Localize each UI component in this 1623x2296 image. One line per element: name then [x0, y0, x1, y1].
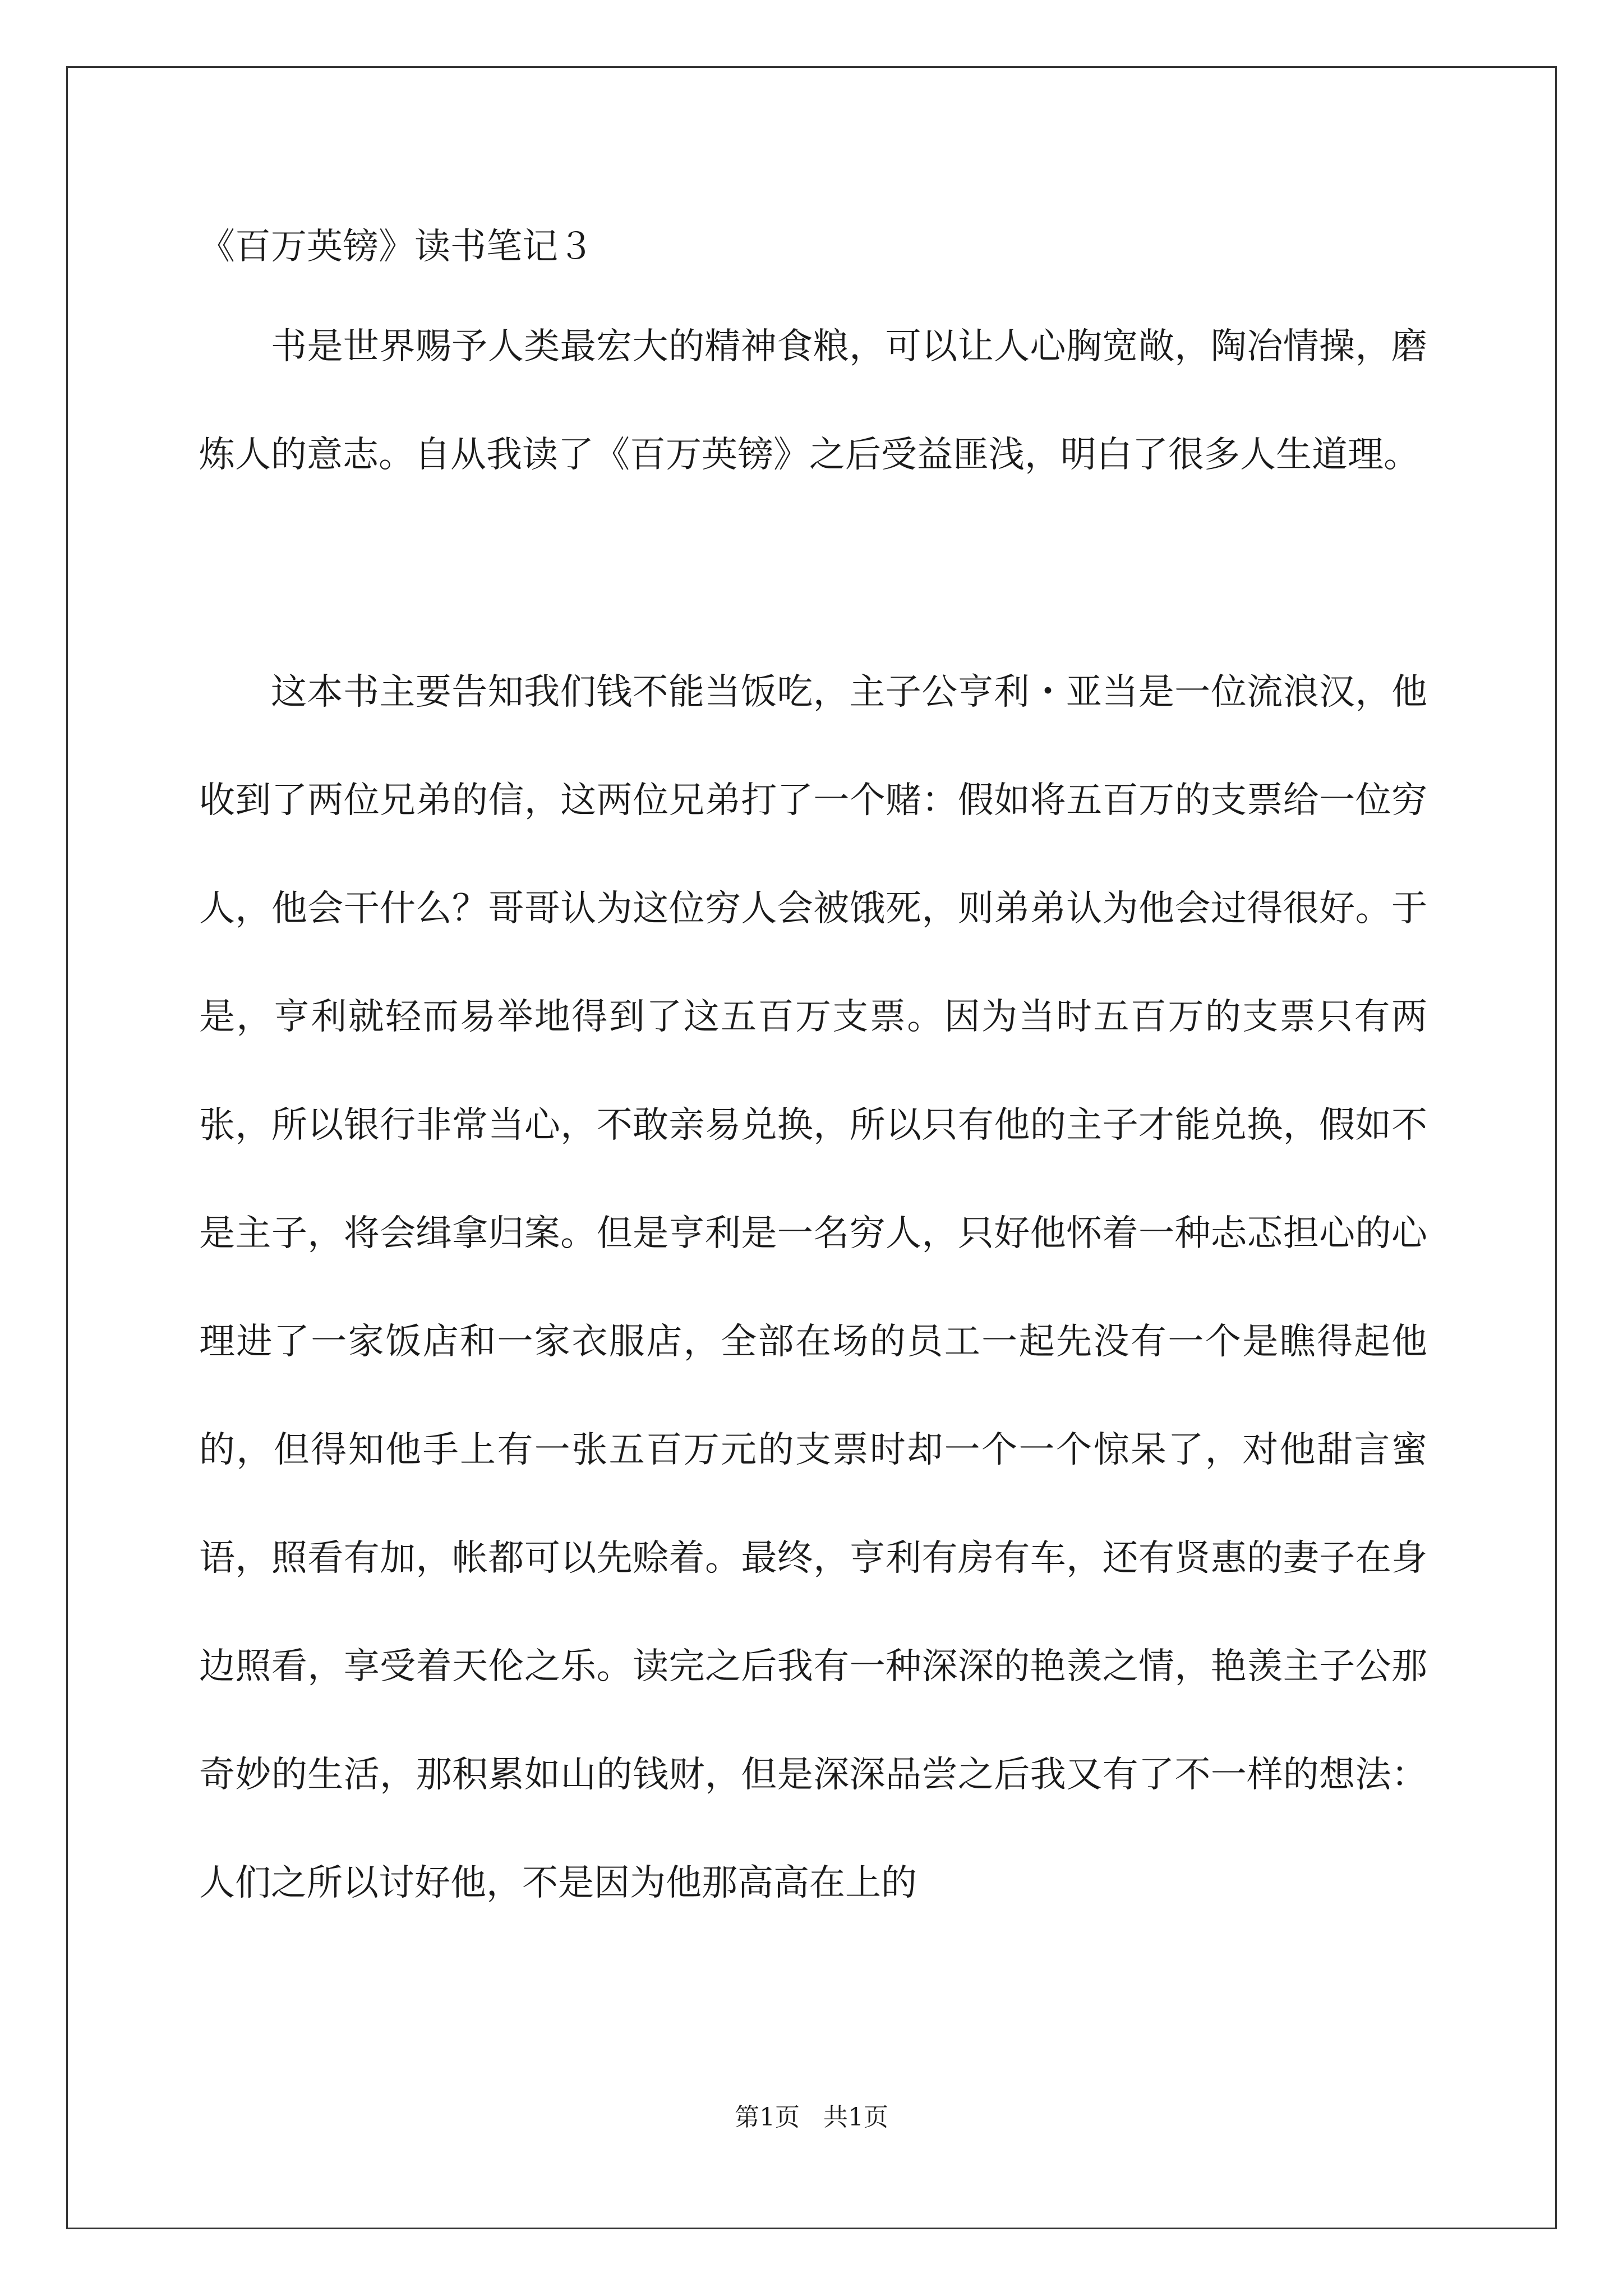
- page-number-footer: 第1页 共1页: [735, 2103, 888, 2132]
- body-paragraph-2: 这本书主要告知我们钱不能当饭吃，主子公亨利・亚当是一位流浪汉，他收到了两位兄弟的信，这两位兄弟打了一个赌：假如将五百万的支票给一位穷人，他会干什么？哥哥认为这位穷人会被饿死，则弟弟认为他会过得很好。于是，亨利就轻而易举地得到了这五百万支票。因为当时五百万的支票只有两张，所以银行非常当心，不敢亲易兑换，所以只有他的主子才能兑换，假如不是主子，将会缉拿归案。但是亨利是一名穷人，只好他怀着一种忐忑担心的心理进了一家饭店和一家衣服店，全部在场的员工一起先没有一个是瞧得起他的，但得知他手上有一张五百万元的支票时却一个一个惊呆了，对他甜言蜜语，照看有加，帐都可以先赊着。最终，亨利有房有车，还有贤惠的妻子在身边照看，享受着天伦之乐。读完之后我有一种深深的艳羡之情，艳羡主子公那奇妙的生活，那积累如山的钱财，但是深深品尝之后我又有了不一样的想法：人们之所以讨好他，不是因为他那高高在上的: [199, 671, 1427, 1904]
- body-paragraph-1: 书是世界赐予人类最宏大的精神食粮，可以让人心胸宽敞，陶冶情操，磨炼人的意志。自从我读了《百万英镑》之后受益匪浅，明白了很多人生道理。: [199, 326, 1427, 476]
- document-title: 《百万英镑》读书笔记３: [199, 226, 594, 268]
